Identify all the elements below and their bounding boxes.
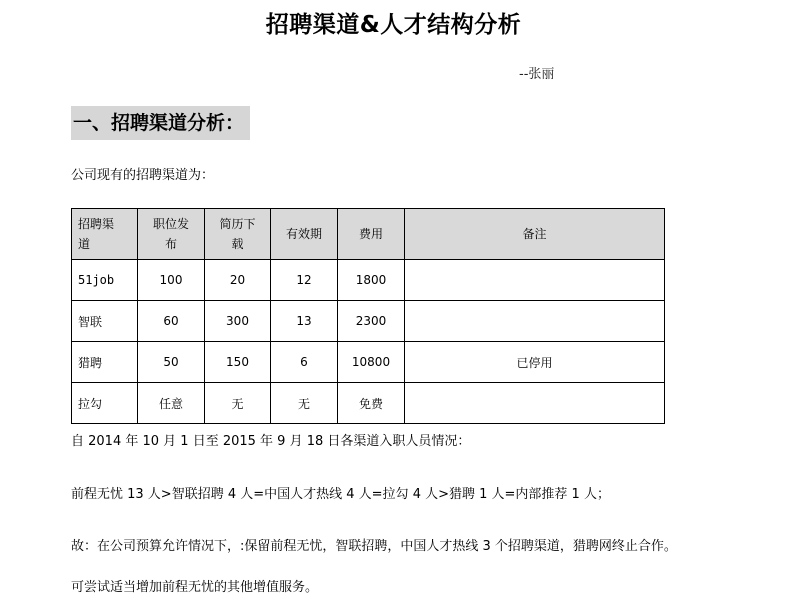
header-cell: 招聘渠道 (72, 209, 138, 260)
ranking-paragraph: 前程无忧 13 人>智联招聘 4 人=中国人才热线 4 人=拉勾 4 人>猎聘 1 人=内部推荐 1 人； (71, 487, 610, 502)
section-heading: 一、招聘渠道分析： (71, 106, 250, 140)
author-signature: --张丽 (519, 67, 555, 82)
table-cell: 20 (205, 260, 271, 301)
conclusion-paragraph: 故：在公司预算允许情况下，:保留前程无忧，智联招聘，中国人才热线 3 个招聘渠道，猎聘网终止合作。 (71, 539, 677, 554)
recruitment-channels-table (71, 208, 665, 424)
table-cell: 任意 (138, 383, 205, 424)
table-cell: 无 (271, 383, 338, 424)
intro-paragraph: 公司现有的招聘渠道为： (71, 168, 215, 183)
table-cell: 10800 (338, 342, 405, 383)
header-cell: 备注 (405, 209, 665, 260)
table-cell: 6 (271, 342, 338, 383)
table-cell: 智联 (72, 301, 138, 342)
table-cell: 300 (205, 301, 271, 342)
table-cell: 150 (205, 342, 271, 383)
document-title: 招聘渠道&人才结构分析 (265, 12, 522, 38)
suggestion-paragraph: 可尝试适当增加前程无忧的其他增值服务。 (71, 580, 319, 595)
header-cell: 职位发布 (138, 209, 205, 260)
header-cell: 有效期 (271, 209, 338, 260)
table-row (72, 342, 665, 383)
table-cell: 12 (271, 260, 338, 301)
table-cell: 猎聘 (72, 342, 138, 383)
table-row (72, 260, 665, 301)
header-cell: 简历下载 (205, 209, 271, 260)
table-cell: 1800 (338, 260, 405, 301)
period-paragraph: 自 2014 年 10 月 1 日至 2015 年 9 月 18 日各渠道入职人员情况： (71, 434, 471, 449)
table-cell: 13 (271, 301, 338, 342)
table-cell (405, 383, 665, 424)
table-cell: 60 (138, 301, 205, 342)
table-cell (405, 260, 665, 301)
table-row (72, 301, 665, 342)
table-row (72, 383, 665, 424)
table-cell: 免费 (338, 383, 405, 424)
table-cell: 100 (138, 260, 205, 301)
table-header-row (72, 209, 665, 260)
table-cell: 2300 (338, 301, 405, 342)
table-cell: 51job (72, 260, 138, 301)
header-cell: 费用 (338, 209, 405, 260)
table-cell: 拉勾 (72, 383, 138, 424)
table-cell (405, 301, 665, 342)
table-cell: 无 (205, 383, 271, 424)
table-cell: 50 (138, 342, 205, 383)
table-cell: 已停用 (405, 342, 665, 383)
